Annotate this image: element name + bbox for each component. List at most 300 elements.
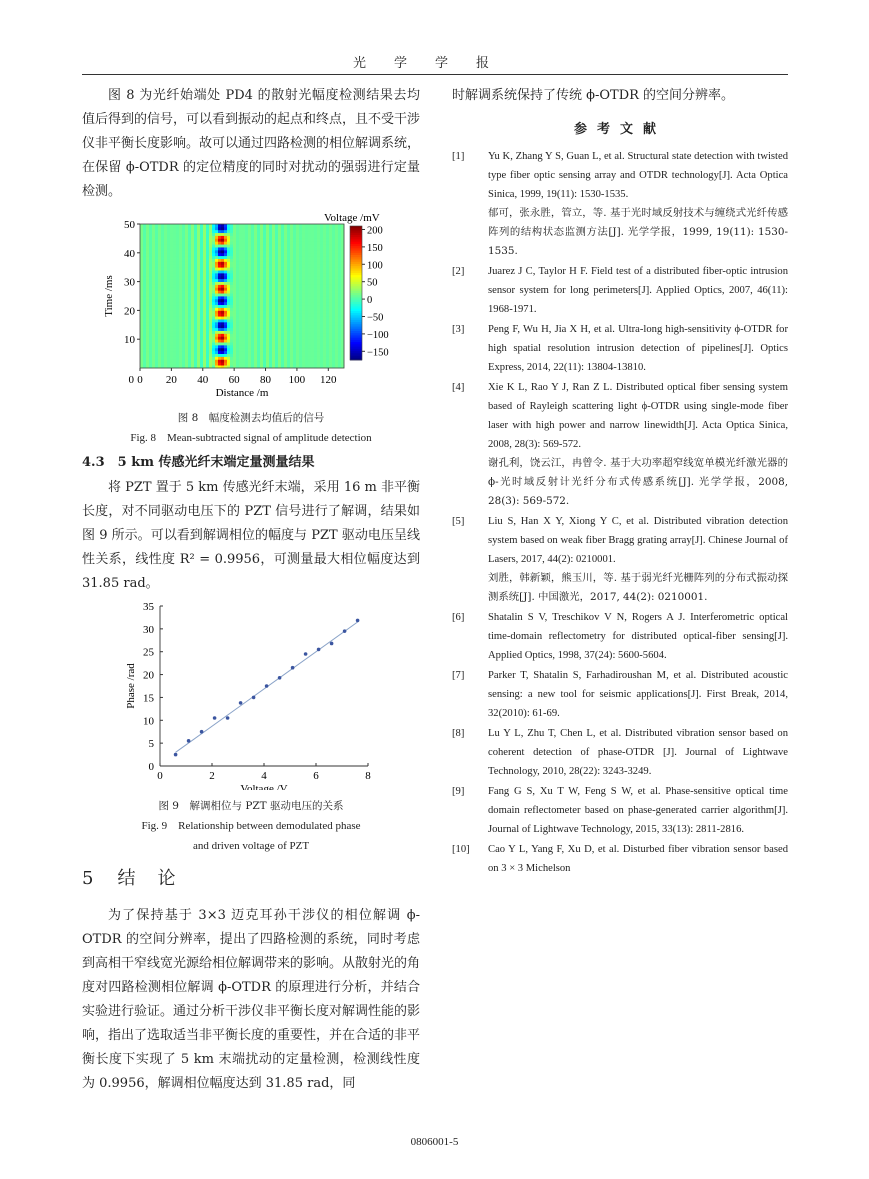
heatmap-cell xyxy=(176,279,179,282)
heatmap-cell xyxy=(146,336,149,339)
heatmap-cell xyxy=(299,319,302,322)
heatmap-cell xyxy=(188,241,191,244)
heatmap-cell xyxy=(140,308,143,311)
heatmap-cell xyxy=(335,319,338,322)
heatmap-cell xyxy=(224,236,227,239)
heatmap-cell xyxy=(338,328,341,331)
heatmap-cell xyxy=(329,296,332,299)
heatmap-cell xyxy=(305,256,308,259)
heatmap-cell xyxy=(209,259,212,262)
heatmap-cell xyxy=(149,319,152,322)
heatmap-cell xyxy=(191,284,194,287)
heatmap-cell xyxy=(329,238,332,241)
heatmap-cell xyxy=(278,313,281,316)
heatmap-cell xyxy=(260,276,263,279)
heatmap-cell xyxy=(140,287,143,290)
heatmap-cell xyxy=(212,233,215,236)
heatmap-cell xyxy=(251,238,254,241)
heatmap-cell xyxy=(245,336,248,339)
heatmap-cell xyxy=(275,233,278,236)
heatmap-cell xyxy=(248,310,251,313)
heatmap-cell xyxy=(149,313,152,316)
reference-index: [10] xyxy=(452,844,470,855)
heatmap-cell xyxy=(146,362,149,365)
heatmap-cell xyxy=(170,230,173,233)
heatmap-cell xyxy=(227,227,230,230)
heatmap-cell xyxy=(209,270,212,273)
heatmap-cell xyxy=(338,325,341,328)
heatmap-cell xyxy=(314,241,317,244)
heatmap-cell xyxy=(287,241,290,244)
heatmap-cell xyxy=(149,348,152,351)
heatmap-cell xyxy=(215,339,218,342)
heatmap-cell xyxy=(305,244,308,247)
heatmap-cell xyxy=(251,322,254,325)
heatmap-cell xyxy=(302,290,305,293)
heatmap-cell xyxy=(257,284,260,287)
heatmap-cell xyxy=(242,287,245,290)
heatmap-cell xyxy=(290,296,293,299)
heatmap-cell xyxy=(236,313,239,316)
heatmap-cell xyxy=(158,273,161,276)
heatmap-cell xyxy=(182,345,185,348)
heatmap-cell xyxy=(302,348,305,351)
heatmap-cell xyxy=(326,328,329,331)
heatmap-cell xyxy=(152,276,155,279)
heatmap-cell xyxy=(194,233,197,236)
heatmap-cell xyxy=(323,333,326,336)
heatmap-cell xyxy=(287,308,290,311)
heatmap-cell xyxy=(260,328,263,331)
heatmap-cell xyxy=(269,356,272,359)
heatmap-cell xyxy=(329,279,332,282)
heatmap-cell xyxy=(191,253,194,256)
heatmap-cell xyxy=(227,244,230,247)
heatmap-cell xyxy=(257,325,260,328)
heatmap-cell xyxy=(263,250,266,253)
heatmap-cell xyxy=(305,348,308,351)
heatmap-cell xyxy=(140,339,143,342)
heatmap-cell xyxy=(236,348,239,351)
heatmap-cell xyxy=(227,345,230,348)
reference-item xyxy=(452,666,788,723)
heatmap-cell xyxy=(335,259,338,262)
heatmap-cell xyxy=(305,322,308,325)
heatmap-cell xyxy=(269,305,272,308)
heatmap-cell xyxy=(170,293,173,296)
heatmap-cell xyxy=(281,282,284,285)
heatmap-cell xyxy=(326,270,329,273)
heatmap-cell xyxy=(287,331,290,334)
heatmap-cell xyxy=(269,333,272,336)
heatmap-cell xyxy=(311,267,314,270)
heatmap-cell xyxy=(269,319,272,322)
heatmap-cell xyxy=(242,293,245,296)
heatmap-cell xyxy=(221,328,224,331)
heatmap-cell xyxy=(245,339,248,342)
heatmap-cell xyxy=(335,293,338,296)
heatmap-cell xyxy=(287,238,290,241)
heatmap-cell xyxy=(257,356,260,359)
heatmap-cell xyxy=(194,259,197,262)
heatmap-cell xyxy=(299,313,302,316)
heatmap-cell xyxy=(275,287,278,290)
heatmap-cell xyxy=(317,276,320,279)
heatmap-cell xyxy=(326,293,329,296)
heatmap-cell xyxy=(230,354,233,357)
heatmap-cell xyxy=(146,331,149,334)
heatmap-cell xyxy=(254,356,257,359)
heatmap-cell xyxy=(308,270,311,273)
heatmap-cell xyxy=(326,316,329,319)
heatmap-cell xyxy=(230,313,233,316)
heatmap-cell xyxy=(239,267,242,270)
heatmap-cell xyxy=(269,241,272,244)
heatmap-cell xyxy=(173,322,176,325)
fig8-caption-zh: 图 8 幅度检测去均值后的信号 xyxy=(177,412,325,424)
heatmap-cell xyxy=(296,322,299,325)
heatmap-cell xyxy=(308,316,311,319)
heatmap-cell xyxy=(155,313,158,316)
heatmap-cell xyxy=(194,267,197,270)
heatmap-cell xyxy=(338,238,341,241)
heatmap-cell xyxy=(272,331,275,334)
heatmap-cell xyxy=(173,319,176,322)
heatmap-cell xyxy=(227,359,230,362)
heatmap-cell xyxy=(185,336,188,339)
heatmap-cell xyxy=(275,310,278,313)
heatmap-cell xyxy=(200,293,203,296)
heatmap-cell xyxy=(173,310,176,313)
heatmap-cell xyxy=(170,354,173,357)
heatmap-cell xyxy=(191,356,194,359)
heatmap-cell xyxy=(254,227,257,230)
heatmap-cell xyxy=(152,250,155,253)
heatmap-cell xyxy=(317,348,320,351)
heatmap-cell xyxy=(170,227,173,230)
heatmap-cell xyxy=(242,316,245,319)
heatmap-cell xyxy=(314,336,317,339)
heatmap-cell xyxy=(287,351,290,354)
heatmap-cell xyxy=(218,244,221,247)
heatmap-cell xyxy=(233,336,236,339)
heatmap-cell xyxy=(308,310,311,313)
heatmap-cell xyxy=(188,345,191,348)
heatmap-cell xyxy=(260,354,263,357)
heatmap-cell xyxy=(314,316,317,319)
heatmap-cell xyxy=(203,287,206,290)
heatmap-cell xyxy=(179,302,182,305)
heatmap-cell xyxy=(269,308,272,311)
y-tick-label: 35 xyxy=(143,601,154,613)
heatmap-cell xyxy=(275,282,278,285)
heatmap-cell xyxy=(194,328,197,331)
heatmap-cell xyxy=(269,302,272,305)
heatmap-cell xyxy=(167,336,170,339)
heatmap-cell xyxy=(182,359,185,362)
heatmap-cell xyxy=(185,244,188,247)
figure-8 xyxy=(82,210,420,404)
heatmap-cell xyxy=(215,342,218,345)
heatmap-cell xyxy=(191,250,194,253)
heatmap-cell xyxy=(296,264,299,267)
heatmap-cell xyxy=(275,296,278,299)
heatmap-cell xyxy=(143,331,146,334)
heatmap-cell xyxy=(158,348,161,351)
heatmap-cell xyxy=(326,244,329,247)
heatmap-cell xyxy=(146,333,149,336)
heatmap-cell xyxy=(269,331,272,334)
heatmap-cell xyxy=(203,299,206,302)
heatmap-cell xyxy=(179,287,182,290)
heatmap-cell xyxy=(155,259,158,262)
heatmap-cell xyxy=(185,362,188,365)
heatmap-cell xyxy=(152,354,155,357)
heatmap-cell xyxy=(188,356,191,359)
heatmap-cell xyxy=(245,290,248,293)
heatmap-cell xyxy=(161,227,164,230)
heatmap-cell xyxy=(290,284,293,287)
heatmap-cell xyxy=(338,267,341,270)
heatmap-cell xyxy=(254,319,257,322)
heatmap-cell xyxy=(272,287,275,290)
heatmap-cell xyxy=(140,316,143,319)
colorbar-segment xyxy=(350,315,362,318)
heatmap-cell xyxy=(155,310,158,313)
heatmap-cell xyxy=(233,328,236,331)
heatmap-cell xyxy=(302,316,305,319)
reference-index: [4] xyxy=(452,382,465,393)
heatmap-cell xyxy=(191,319,194,322)
heatmap-cell xyxy=(281,290,284,293)
heatmap-cell xyxy=(248,250,251,253)
heatmap-cell xyxy=(185,261,188,264)
heatmap-cell xyxy=(281,305,284,308)
heatmap-cell xyxy=(305,308,308,311)
heatmap-cell xyxy=(254,322,257,325)
heatmap-cell xyxy=(311,264,314,267)
heatmap-cell xyxy=(143,305,146,308)
heatmap-cell xyxy=(266,270,269,273)
heatmap-cell xyxy=(215,279,218,282)
heatmap-cell xyxy=(239,362,242,365)
heatmap-cell xyxy=(248,230,251,233)
heatmap-cell xyxy=(269,287,272,290)
heatmap-cell xyxy=(161,273,164,276)
heatmap-cell xyxy=(263,261,266,264)
heatmap-cell xyxy=(272,238,275,241)
heatmap-cell xyxy=(245,256,248,259)
heatmap-cell xyxy=(212,230,215,233)
heatmap-cell xyxy=(329,284,332,287)
heatmap-cell xyxy=(194,310,197,313)
heatmap-cell xyxy=(212,356,215,359)
heatmap-cell xyxy=(338,302,341,305)
heatmap-cell xyxy=(251,310,254,313)
heatmap-cell xyxy=(164,236,167,239)
heatmap-cell xyxy=(266,354,269,357)
heatmap-cell xyxy=(161,287,164,290)
heatmap-cell xyxy=(302,250,305,253)
heatmap-cell xyxy=(263,348,266,351)
heatmap-cell xyxy=(329,233,332,236)
colorbar-segment xyxy=(350,309,362,312)
x-tick-label: 120 xyxy=(320,374,337,386)
heatmap-cell xyxy=(239,230,242,233)
heatmap-cell xyxy=(197,284,200,287)
heatmap-cell xyxy=(278,319,281,322)
heatmap-cell xyxy=(329,241,332,244)
heatmap-cell xyxy=(173,356,176,359)
heatmap-cell xyxy=(314,247,317,250)
heatmap-cell xyxy=(233,238,236,241)
heatmap-cell xyxy=(266,259,269,262)
fig9-caption-en-line2: and driven voltage of PZT xyxy=(192,840,310,852)
heatmap-cell xyxy=(326,342,329,345)
heatmap-cell xyxy=(233,224,236,227)
heatmap-cell xyxy=(260,273,263,276)
heatmap-cell xyxy=(230,299,233,302)
y-tick-label: 15 xyxy=(143,692,154,705)
heatmap-cell xyxy=(230,270,233,273)
heatmap-cell xyxy=(224,259,227,262)
heatmap-cell xyxy=(182,227,185,230)
heatmap-cell xyxy=(146,250,149,253)
heatmap-cell xyxy=(230,261,233,264)
heatmap-cell xyxy=(206,270,209,273)
heatmap-cell xyxy=(179,233,182,236)
heatmap-cell xyxy=(206,227,209,230)
heatmap-cell xyxy=(308,230,311,233)
heatmap-cell xyxy=(194,331,197,334)
header-rule xyxy=(82,74,788,75)
heatmap-cell xyxy=(212,325,215,328)
x-tick-label: 0 xyxy=(137,374,143,386)
heatmap-cell xyxy=(263,284,266,287)
heatmap-cell xyxy=(161,293,164,296)
heatmap-cell xyxy=(248,247,251,250)
heatmap-cell xyxy=(224,282,227,285)
heatmap-cell xyxy=(251,333,254,336)
heatmap-cell xyxy=(206,244,209,247)
heatmap-cell xyxy=(197,253,200,256)
heatmap-cell xyxy=(266,227,269,230)
heatmap-cell xyxy=(209,354,212,357)
heatmap-cell xyxy=(251,290,254,293)
heatmap-cell xyxy=(245,316,248,319)
heatmap-cell xyxy=(284,224,287,227)
section-5-title: 结 论 xyxy=(117,868,178,889)
heatmap-cell xyxy=(146,284,149,287)
heatmap-cell xyxy=(224,227,227,230)
heatmap-cell xyxy=(320,296,323,299)
heatmap-cell xyxy=(191,313,194,316)
heatmap-cell xyxy=(239,305,242,308)
heatmap-cell xyxy=(152,227,155,230)
heatmap-cell xyxy=(140,227,143,230)
heatmap-cell xyxy=(236,282,239,285)
heatmap-cell xyxy=(182,282,185,285)
reference-item xyxy=(452,262,788,319)
heatmap-cell xyxy=(326,287,329,290)
heatmap-cell xyxy=(200,241,203,244)
heatmap-cell xyxy=(296,273,299,276)
heatmap-cell xyxy=(296,293,299,296)
heatmap-cell xyxy=(227,282,230,285)
heatmap-cell xyxy=(332,310,335,313)
heatmap-cell xyxy=(140,273,143,276)
heatmap-cell xyxy=(299,224,302,227)
heatmap-cell xyxy=(152,345,155,348)
heatmap-cell xyxy=(281,359,284,362)
heatmap-cell xyxy=(275,351,278,354)
heatmap-cell xyxy=(296,308,299,311)
heatmap-cell xyxy=(254,336,257,339)
heatmap-cell xyxy=(335,354,338,357)
heatmap-cell xyxy=(179,319,182,322)
heatmap-cell xyxy=(290,261,293,264)
heatmap-cell xyxy=(209,362,212,365)
heatmap-cell xyxy=(143,241,146,244)
heatmap-cell xyxy=(203,351,206,354)
heatmap-cell xyxy=(248,261,251,264)
heatmap-cell xyxy=(218,362,221,365)
heatmap-cell xyxy=(332,345,335,348)
heatmap-cell xyxy=(281,319,284,322)
heatmap-cell xyxy=(308,238,311,241)
heatmap-cell xyxy=(293,339,296,342)
heatmap-cell xyxy=(233,287,236,290)
heatmap-cell xyxy=(284,270,287,273)
heatmap-cell xyxy=(227,241,230,244)
heatmap-cell xyxy=(194,322,197,325)
heatmap-cell xyxy=(305,290,308,293)
heatmap-cell xyxy=(224,354,227,357)
heatmap-cell xyxy=(284,253,287,256)
heatmap-cell xyxy=(281,325,284,328)
heatmap-cell xyxy=(272,362,275,365)
heatmap-cell xyxy=(200,342,203,345)
heatmap-cell xyxy=(212,348,215,351)
heatmap-cell xyxy=(293,279,296,282)
heatmap-cell xyxy=(176,267,179,270)
heatmap-cell xyxy=(338,247,341,250)
heatmap-cell xyxy=(155,299,158,302)
reference-text-en: Fang G S, Xu T W, Feng S W, et al. Phase-sensitive optical time domain reflectometer based on phase-generated carrier algorithm[J]. Journal of Lightwave Technology, 2015, 33(13): 2811-2816. xyxy=(488,786,788,835)
colorbar-tick-label: 100 xyxy=(367,260,383,272)
heatmap-cell xyxy=(191,224,194,227)
heatmap-cell xyxy=(149,293,152,296)
heatmap-cell xyxy=(335,282,338,285)
heatmap-cell xyxy=(191,287,194,290)
heatmap-cell xyxy=(287,287,290,290)
heatmap-cell xyxy=(320,299,323,302)
heatmap-cell xyxy=(146,238,149,241)
heatmap-cell xyxy=(239,247,242,250)
heatmap-cell xyxy=(308,244,311,247)
heatmap-cell xyxy=(158,351,161,354)
heatmap-cell xyxy=(155,348,158,351)
heatmap-cell xyxy=(173,273,176,276)
heatmap-cell xyxy=(221,279,224,282)
heatmap-cell xyxy=(254,236,257,239)
heatmap-cell xyxy=(212,236,215,239)
heatmap-cell xyxy=(326,296,329,299)
heatmap-cell xyxy=(317,302,320,305)
heatmap-cell xyxy=(143,348,146,351)
heatmap-cell xyxy=(242,247,245,250)
heatmap-cell xyxy=(176,250,179,253)
